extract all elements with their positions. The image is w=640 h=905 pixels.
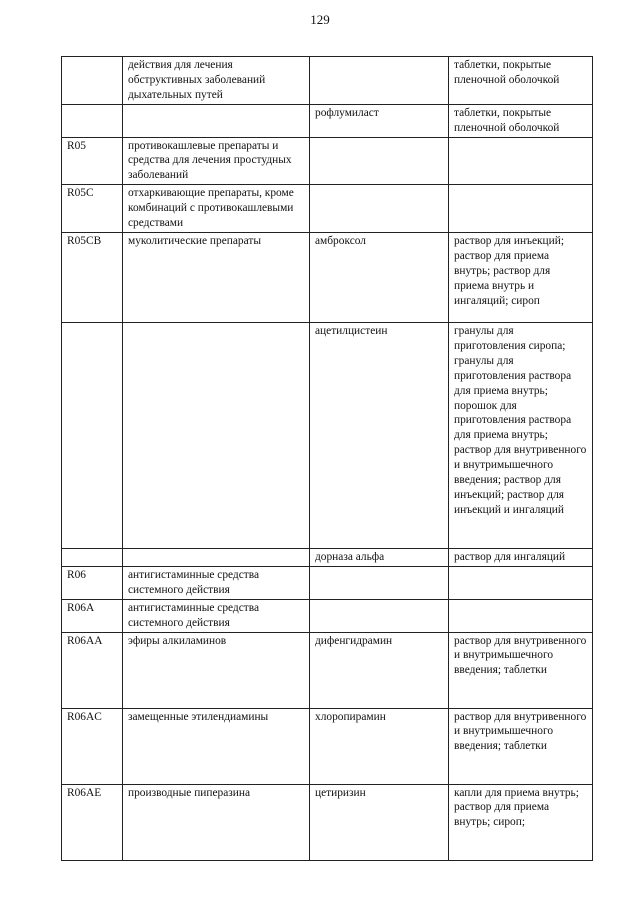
dosage-form-cell: раствор для внутривенного и внутримышечного введения; таблетки bbox=[449, 708, 593, 784]
atc-code-cell: R05 bbox=[62, 137, 123, 185]
group-name-cell bbox=[123, 104, 310, 137]
table-row bbox=[62, 322, 593, 548]
group-name-cell: антигистаминные средства системного действия bbox=[123, 566, 310, 599]
group-name-cell bbox=[123, 322, 310, 548]
atc-code-cell: R05CB bbox=[62, 232, 123, 322]
atc-code-cell: R06 bbox=[62, 566, 123, 599]
atc-code-cell bbox=[62, 322, 123, 548]
drug-name-cell: рофлумиласт bbox=[310, 104, 449, 137]
drug-name-cell: цетиризин bbox=[310, 784, 449, 860]
table-row bbox=[62, 104, 593, 137]
atc-code-cell bbox=[62, 57, 123, 105]
dosage-form-cell: таблетки, покрытые пленочной оболочкой bbox=[449, 104, 593, 137]
dosage-form-cell: раствор для ингаляций bbox=[449, 548, 593, 566]
group-name-cell: эфиры алкиламинов bbox=[123, 632, 310, 708]
medicines-table bbox=[61, 56, 593, 861]
table-row bbox=[62, 232, 593, 322]
dosage-form-cell: гранулы для приготовления сиропа; гранулы для приготовления раствора для приема внутрь; порошок для приготовления раствора для приема внутрь; раствор для внутривенного и внутримышечного введения; раствор для инъекций; раствор для инъекций и ингаляций bbox=[449, 322, 593, 548]
table-row bbox=[62, 548, 593, 566]
table-row bbox=[62, 632, 593, 708]
drug-name-cell: дифенгидрамин bbox=[310, 632, 449, 708]
dosage-form-cell: раствор для внутривенного и внутримышечного введения; таблетки bbox=[449, 632, 593, 708]
dosage-form-cell bbox=[449, 566, 593, 599]
drug-name-cell bbox=[310, 185, 449, 233]
group-name-cell: действия для лечения обструктивных заболеваний дыхательных путей bbox=[123, 57, 310, 105]
atc-code-cell: R05C bbox=[62, 185, 123, 233]
group-name-cell: противокашлевые препараты и средства для лечения простудных заболеваний bbox=[123, 137, 310, 185]
dosage-form-cell: капли для приема внутрь; раствор для приема внутрь; сироп; bbox=[449, 784, 593, 860]
atc-code-cell: R06AC bbox=[62, 708, 123, 784]
drug-name-cell: дорназа альфа bbox=[310, 548, 449, 566]
table-row bbox=[62, 708, 593, 784]
group-name-cell: замещенные этилендиамины bbox=[123, 708, 310, 784]
table-row bbox=[62, 784, 593, 860]
drug-name-cell bbox=[310, 137, 449, 185]
dosage-form-cell bbox=[449, 599, 593, 632]
atc-code-cell: R06A bbox=[62, 599, 123, 632]
page-number: 129 bbox=[310, 12, 330, 27]
atc-code-cell: R06AE bbox=[62, 784, 123, 860]
drug-name-cell: ацетилцистеин bbox=[310, 322, 449, 548]
atc-code-cell bbox=[62, 104, 123, 137]
dosage-form-cell: раствор для инъекций; раствор для приема внутрь; раствор для приема внутрь и ингаляций; сироп bbox=[449, 232, 593, 322]
drug-name-cell bbox=[310, 57, 449, 105]
atc-code-cell: R06AA bbox=[62, 632, 123, 708]
group-name-cell: отхаркивающие препараты, кроме комбинаций с противокашлевыми средствами bbox=[123, 185, 310, 233]
dosage-form-cell: таблетки, покрытые пленочной оболочкой bbox=[449, 57, 593, 105]
drug-name-cell: хлоропирамин bbox=[310, 708, 449, 784]
group-name-cell bbox=[123, 548, 310, 566]
group-name-cell: производные пиперазина bbox=[123, 784, 310, 860]
dosage-form-cell bbox=[449, 185, 593, 233]
group-name-cell: муколитические препараты bbox=[123, 232, 310, 322]
group-name-cell: антигистаминные средства системного действия bbox=[123, 599, 310, 632]
dosage-form-cell bbox=[449, 137, 593, 185]
table-row bbox=[62, 137, 593, 185]
drug-name-cell bbox=[310, 566, 449, 599]
drug-name-cell bbox=[310, 599, 449, 632]
table-row bbox=[62, 599, 593, 632]
table-row bbox=[62, 57, 593, 105]
atc-code-cell bbox=[62, 548, 123, 566]
table-row bbox=[62, 185, 593, 233]
table-row bbox=[62, 566, 593, 599]
drug-name-cell: амброксол bbox=[310, 232, 449, 322]
